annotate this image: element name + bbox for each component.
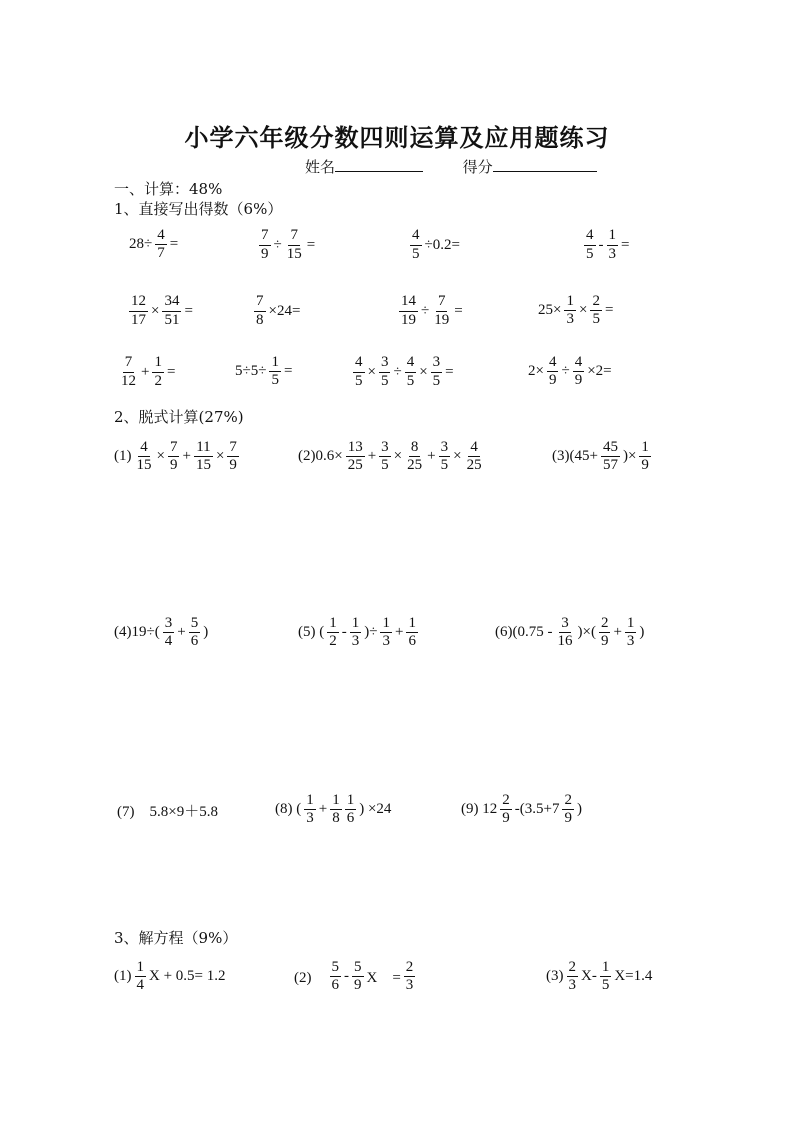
numerator: 2: [599, 616, 611, 634]
denominator: 2: [329, 633, 337, 650]
denominator: 25: [466, 457, 482, 474]
math-text: +: [427, 448, 436, 465]
denominator: 5: [412, 245, 420, 262]
math-text: (2): [294, 970, 327, 987]
denominator: 5: [271, 372, 279, 389]
denominator: 3: [382, 633, 390, 650]
numerator: 2: [404, 960, 416, 978]
numerator: 1: [380, 616, 392, 634]
math-text: X + 0.5= 1.2: [149, 968, 226, 985]
numerator: 4: [155, 228, 167, 246]
math-text: (5) (: [298, 624, 325, 641]
denominator: 19: [434, 311, 450, 328]
fraction: [155, 228, 167, 263]
denominator: 6: [346, 810, 355, 827]
math-text: 5÷5÷: [235, 363, 267, 380]
fraction: [567, 960, 579, 995]
denominator: 8: [332, 810, 340, 827]
numerator: 1: [600, 960, 612, 978]
numerator: 13: [346, 440, 365, 458]
math-text: (9) 12: [461, 801, 498, 818]
numerator: 5: [352, 960, 364, 978]
fraction: [346, 440, 365, 475]
math-text: =: [283, 363, 293, 380]
math-text: )÷: [364, 624, 378, 641]
numerator: 8: [409, 440, 421, 458]
math-text: ×: [151, 302, 160, 319]
direct-problem: [352, 354, 455, 390]
math-text: (1): [114, 968, 132, 985]
numerator: 7: [254, 294, 266, 312]
denominator: 5: [586, 245, 594, 262]
fraction: [194, 440, 213, 475]
math-text: =: [306, 236, 316, 253]
math-text: X=1.4: [614, 968, 653, 985]
fraction: [350, 616, 362, 651]
denominator: 3: [568, 977, 576, 994]
math-text: =: [445, 363, 454, 380]
math-text: -: [344, 968, 349, 985]
denominator: 5: [381, 457, 389, 474]
fraction: [584, 228, 596, 263]
fraction: [639, 440, 651, 475]
name-label: 姓名: [305, 158, 336, 176]
math-text: -: [341, 624, 347, 641]
denominator: 6: [408, 633, 416, 650]
equation-problem: [113, 960, 227, 995]
subheading-equations: 3、解方程（9%）: [114, 929, 238, 947]
math-text: (1): [114, 448, 132, 465]
math-text: ÷0.2=: [424, 236, 460, 253]
math-text: ×: [419, 363, 428, 380]
numerator: 34: [162, 294, 181, 312]
denominator: 7: [157, 245, 165, 262]
denominator: 16: [557, 633, 573, 650]
equation-problem: [293, 960, 416, 995]
numerator: 3: [379, 355, 391, 373]
math-text: -(3.5+7: [514, 801, 560, 818]
denominator: 4: [164, 633, 173, 650]
fraction: [405, 440, 424, 475]
fraction: [304, 793, 316, 828]
math-text: 25×: [538, 302, 562, 319]
numerator: 1: [350, 616, 362, 634]
math-text: =: [169, 236, 179, 253]
stepwise-problem: [297, 440, 485, 475]
math-text: (6)(0.75 -: [495, 624, 553, 641]
fraction: [601, 440, 620, 475]
numerator: 2: [590, 294, 602, 312]
math-text: ) ×24: [359, 801, 392, 818]
numerator: 3: [559, 616, 571, 634]
numerator: 1: [135, 960, 147, 978]
denominator: 3: [608, 245, 616, 262]
math-text: (4)19÷(: [114, 624, 160, 641]
denominator: 9: [641, 457, 649, 474]
fraction: [163, 616, 175, 651]
fraction: [330, 793, 342, 828]
stepwise-problem: [297, 616, 419, 651]
denominator: 5: [355, 372, 363, 389]
fraction: [352, 960, 364, 995]
math-text: (3)(45+: [552, 448, 598, 465]
numerator: 1: [639, 440, 651, 458]
numerator: 2: [562, 793, 574, 811]
fraction: [599, 616, 611, 651]
denominator: 9: [548, 372, 557, 389]
denominator: 9: [600, 633, 609, 650]
math-text: +: [177, 624, 186, 641]
fraction: [399, 294, 418, 329]
denominator: 6: [190, 633, 199, 650]
numerator: 1: [564, 294, 576, 312]
denominator: 51: [164, 311, 180, 328]
numerator: 3: [163, 616, 175, 634]
fraction: [168, 440, 180, 475]
numerator: 1: [327, 616, 339, 634]
denominator: 5: [592, 311, 600, 328]
math-text: X =: [366, 970, 401, 987]
denominator: 3: [566, 311, 574, 328]
math-text: ): [203, 624, 209, 641]
fraction: [555, 616, 574, 651]
name-score-line: [305, 156, 597, 177]
denominator: 5: [601, 977, 610, 994]
fraction: [379, 355, 391, 390]
fraction: [189, 616, 201, 651]
numerator: 7: [288, 228, 300, 246]
numerator: 3: [431, 355, 443, 373]
math-text: ×: [367, 363, 376, 380]
direct-problem: [583, 227, 630, 263]
fraction: [439, 440, 451, 475]
math-text: )×(: [577, 624, 596, 641]
denominator: 3: [405, 977, 414, 994]
fraction: [573, 355, 585, 390]
fraction: [152, 355, 164, 390]
direct-problem: [234, 355, 293, 390]
math-text: ÷: [393, 363, 402, 380]
denominator: 19: [401, 311, 416, 328]
page-title: 小学六年级分数四则运算及应用题练习: [184, 123, 610, 152]
fraction: [330, 960, 342, 995]
fraction: [119, 355, 138, 390]
numerator: 3: [379, 440, 391, 458]
denominator: 4: [136, 977, 144, 994]
denominator: 9: [574, 372, 583, 389]
numerator: 4: [405, 355, 417, 373]
numerator: 1: [330, 793, 342, 811]
fraction: [269, 355, 281, 390]
numerator: 1: [625, 616, 637, 634]
fraction: [607, 228, 619, 263]
numerator: 4: [547, 355, 559, 373]
fraction: [590, 294, 602, 329]
math-text: +: [182, 448, 191, 465]
denominator: 25: [407, 457, 423, 474]
numerator: 5: [330, 960, 342, 978]
math-text: ÷: [273, 236, 282, 253]
direct-problem: [527, 355, 613, 390]
numerator: 2: [567, 960, 579, 978]
numerator: 4: [138, 440, 150, 458]
score-blank[interactable]: [493, 157, 597, 172]
stepwise-problem: [460, 793, 583, 828]
stepwise-problem: [274, 793, 392, 828]
fraction: [379, 440, 391, 475]
math-text: +: [318, 801, 328, 818]
direct-problem: [398, 293, 464, 329]
math-text: =: [166, 363, 176, 380]
name-blank[interactable]: [335, 157, 423, 172]
denominator: 9: [354, 977, 362, 994]
direct-problem: [258, 227, 316, 263]
denominator: 5: [432, 372, 441, 389]
fraction: [404, 960, 416, 995]
denominator: 3: [306, 810, 314, 827]
math-text: X-: [581, 968, 597, 985]
numerator: 12: [129, 294, 148, 312]
math-text: (7) 5.8×9＋5.8: [117, 803, 218, 820]
direct-problem: [118, 354, 176, 390]
fraction: [227, 440, 239, 475]
numerator: 1: [304, 793, 316, 811]
math-text: +: [613, 624, 622, 641]
fraction: [129, 294, 148, 329]
denominator: 2: [154, 372, 162, 389]
fraction: [600, 960, 612, 995]
fraction: [406, 616, 418, 651]
math-text: =: [604, 302, 614, 319]
direct-problem: [537, 294, 614, 329]
numerator: 2: [500, 793, 512, 811]
denominator: 6: [331, 977, 339, 994]
math-text: +: [141, 363, 150, 380]
denominator: 15: [195, 457, 211, 474]
fraction: [465, 440, 484, 475]
denominator: 12: [121, 372, 136, 389]
numerator: 11: [194, 440, 212, 458]
stepwise-problem: [494, 616, 645, 651]
fraction: [259, 228, 271, 263]
fraction: [135, 440, 154, 475]
numerator: 7: [436, 294, 448, 312]
fraction: [285, 228, 304, 263]
denominator: 5: [380, 372, 389, 389]
stepwise-problem: [113, 616, 209, 651]
math-text: ×: [215, 448, 225, 465]
numerator: 1: [152, 355, 164, 373]
numerator: 45: [601, 440, 620, 458]
fraction: [327, 616, 339, 651]
math-text: -: [598, 236, 604, 253]
numerator: 7: [227, 440, 239, 458]
numerator: 1: [406, 616, 418, 634]
math-text: ×: [156, 448, 165, 465]
fraction: [353, 355, 365, 390]
numerator: 4: [573, 355, 585, 373]
denominator: 3: [626, 633, 635, 650]
numerator: 4: [468, 440, 480, 458]
math-text: =: [454, 302, 463, 319]
numerator: 4: [353, 355, 365, 373]
stepwise-problem: [551, 440, 652, 475]
math-text: )×: [622, 448, 637, 465]
fraction: [431, 355, 443, 390]
math-text: 28÷: [129, 236, 153, 253]
subheading-stepwise: 2、脱式计算(27%): [114, 408, 244, 426]
numerator: 4: [410, 228, 422, 246]
equation-problem: [545, 960, 653, 995]
direct-problem: [128, 228, 179, 263]
denominator: 3: [351, 633, 360, 650]
fraction: [547, 355, 559, 390]
numerator: 4: [584, 228, 596, 246]
numerator: 7: [168, 440, 180, 458]
numerator: 3: [439, 440, 451, 458]
numerator: 1: [607, 228, 619, 246]
direct-problem: [128, 293, 194, 329]
denominator: 15: [136, 457, 152, 474]
numerator: 5: [189, 616, 201, 634]
fraction: [625, 616, 637, 651]
denominator: 5: [406, 372, 415, 389]
fraction: [380, 616, 392, 651]
math-text: ×: [453, 448, 462, 465]
numerator: 7: [259, 228, 271, 246]
denominator: 9: [169, 457, 178, 474]
math-text: +: [367, 448, 377, 465]
section-heading-calc: 一、计算：48%: [114, 180, 223, 198]
math-text: =: [184, 302, 193, 319]
fraction: [345, 793, 357, 828]
math-text: ×: [578, 302, 588, 319]
denominator: 9: [564, 810, 572, 827]
math-text: (8) (: [275, 801, 302, 818]
math-text: (3): [546, 968, 564, 985]
denominator: 9: [229, 457, 237, 474]
score-label: 得分: [462, 158, 493, 176]
direct-problem: [253, 293, 301, 329]
fraction: [410, 228, 422, 263]
math-text: (2)0.6×: [298, 448, 343, 465]
numerator: 7: [123, 355, 135, 373]
numerator: 14: [399, 294, 418, 312]
fraction: [135, 960, 147, 995]
stepwise-problem: [113, 440, 240, 475]
math-text: ×2=: [587, 363, 612, 380]
math-text: ÷: [421, 302, 430, 319]
math-text: 2×: [528, 363, 544, 380]
fraction: [500, 793, 512, 828]
math-text: ): [639, 624, 645, 641]
math-text: =: [621, 236, 630, 253]
denominator: 57: [602, 457, 618, 474]
fraction: [562, 793, 574, 828]
denominator: 9: [261, 245, 269, 262]
stepwise-problem: [116, 800, 219, 821]
denominator: 5: [440, 457, 449, 474]
fraction: [254, 294, 266, 329]
math-text: ×: [393, 448, 403, 465]
numerator: 1: [269, 355, 281, 373]
direct-problem: [409, 227, 461, 263]
denominator: 8: [256, 311, 264, 328]
denominator: 25: [347, 457, 363, 474]
denominator: 17: [131, 311, 146, 328]
denominator: 15: [286, 245, 302, 262]
math-text: ×24=: [268, 302, 301, 319]
fraction: [432, 294, 451, 329]
subheading-direct: 1、直接写出得数（6%）: [114, 200, 283, 218]
numerator: 1: [345, 793, 357, 811]
fraction: [162, 294, 181, 329]
math-text: +: [394, 624, 404, 641]
fraction: [405, 355, 417, 390]
math-text: ): [576, 801, 582, 818]
fraction: [564, 294, 576, 329]
denominator: 9: [502, 810, 510, 827]
math-text: ÷: [561, 363, 570, 380]
